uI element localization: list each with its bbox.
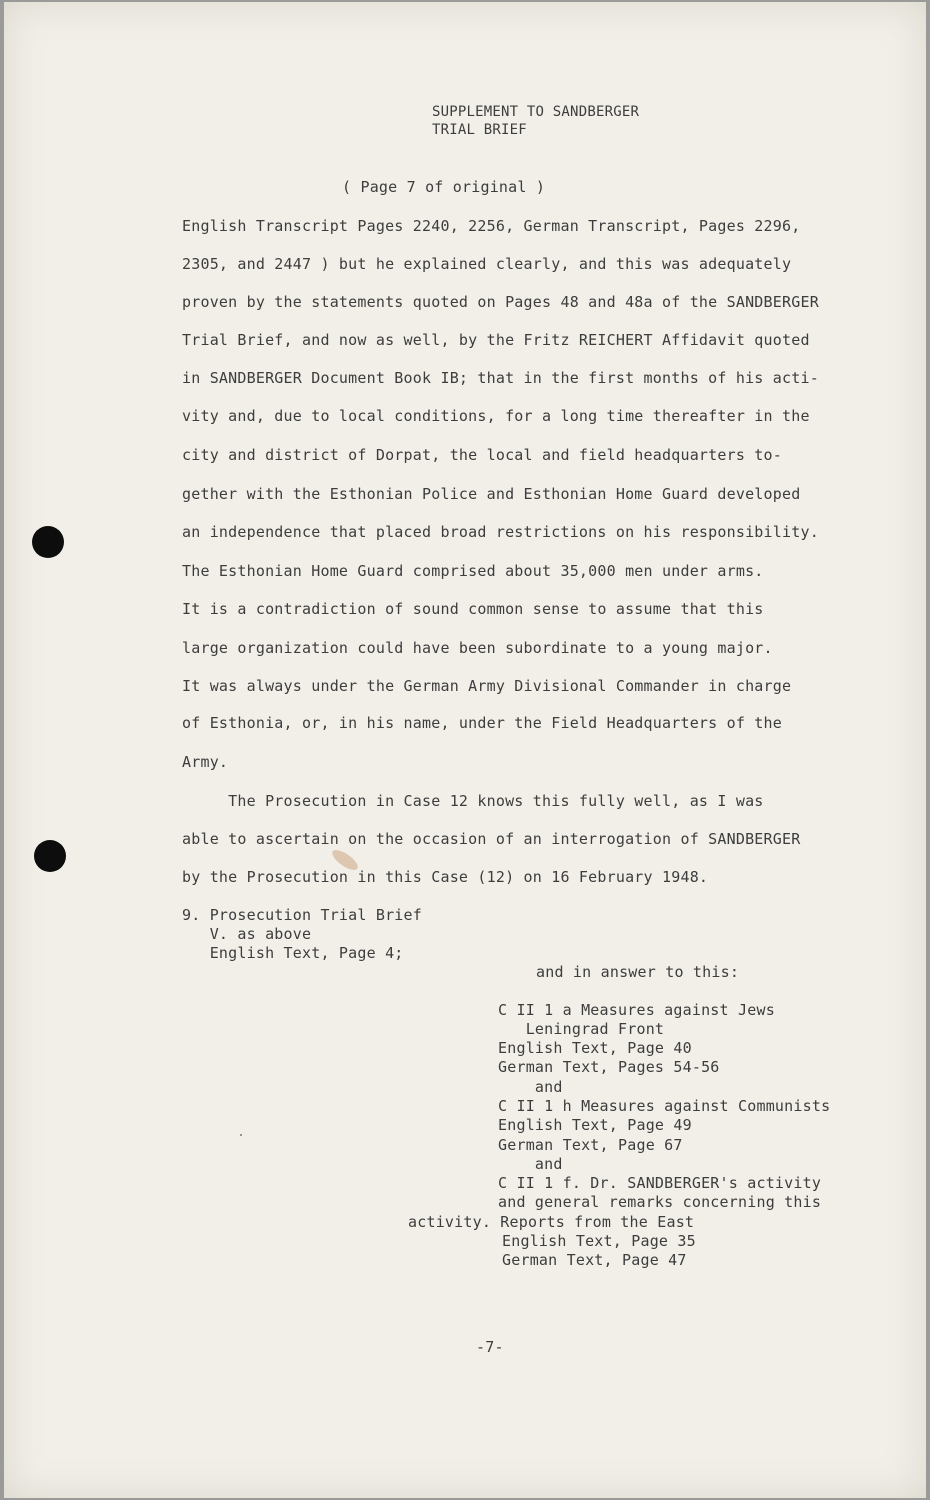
text-line: The Esthonian Home Guard comprised about 35,000 men under arms. [182, 562, 764, 580]
text-line: large organization could have been subordinate to a young major. [182, 639, 773, 657]
reference-line: C II 1 h Measures against Communists [498, 1097, 831, 1115]
text-line: Army. [182, 753, 229, 771]
text-line: city and district of Dorpat, the local and field headquarters to- [182, 446, 782, 464]
activity-line: activity. Reports from the East [408, 1213, 695, 1231]
text-line: proven by the statements quoted on Pages 48 and 48a of the SANDBERGER [182, 293, 819, 311]
text-line: vity and, due to local conditions, for a long time thereafter in the [182, 407, 810, 425]
reference-line: German Text, Page 47 [502, 1251, 687, 1269]
item-line: V. as above [182, 925, 312, 943]
text-line: 2305, and 2447 ) but he explained clearly, and this was adequately [182, 255, 792, 273]
page-reference: ( Page 7 of original ) [342, 178, 546, 196]
reference-line: German Text, Pages 54-56 [498, 1058, 720, 1076]
reference-line: English Text, Page 40 [498, 1039, 692, 1057]
punch-hole-upper [32, 526, 64, 558]
text-line: It was always under the German Army Divisional Commander in charge [182, 677, 792, 695]
text-line: by the Prosecution in this Case (12) on 16 February 1948. [182, 868, 709, 886]
document-page [4, 2, 926, 1498]
punch-hole-lower [34, 840, 66, 872]
page-number: -7- [476, 1338, 504, 1356]
reference-line: English Text, Page 49 [498, 1116, 692, 1134]
text-line: gether with the Esthonian Police and Esthonian Home Guard developed [182, 485, 801, 503]
reference-line: C II 1 a Measures against Jews [498, 1001, 775, 1019]
text-line: The Prosecution in Case 12 knows this fully well, as I was [182, 792, 764, 810]
title-line-2: TRIAL BRIEF [432, 122, 527, 138]
text-line: an independence that placed broad restrictions on his responsibility. [182, 523, 819, 541]
reference-line: Leningrad Front [498, 1020, 665, 1038]
speck [240, 1134, 242, 1136]
text-line: of Esthonia, or, in his name, under the Field Headquarters of the [182, 714, 782, 732]
reference-line: and general remarks concerning this [498, 1193, 822, 1211]
text-line: Trial Brief, and now as well, by the Fritz REICHERT Affidavit quoted [182, 331, 810, 349]
answer-intro: and in answer to this: [536, 963, 740, 981]
text-line: in SANDBERGER Document Book IB; that in the first months of his acti- [182, 369, 819, 387]
reference-line: English Text, Page 35 [502, 1232, 696, 1250]
item-line: 9. Prosecution Trial Brief [182, 906, 422, 924]
reference-line: C II 1 f. Dr. SANDBERGER's activity [498, 1174, 822, 1192]
reference-line: and [498, 1155, 563, 1173]
reference-line: German Text, Page 67 [498, 1136, 683, 1154]
text-line: It is a contradiction of sound common sense to assume that this [182, 600, 764, 618]
text-line: able to ascertain on the occasion of an interrogation of SANDBERGER [182, 830, 801, 848]
title-line-1: SUPPLEMENT TO SANDBERGER [432, 104, 640, 120]
item-line: English Text, Page 4; [182, 944, 404, 962]
reference-line: and [498, 1078, 563, 1096]
text-line: English Transcript Pages 2240, 2256, German Transcript, Pages 2296, [182, 217, 801, 235]
